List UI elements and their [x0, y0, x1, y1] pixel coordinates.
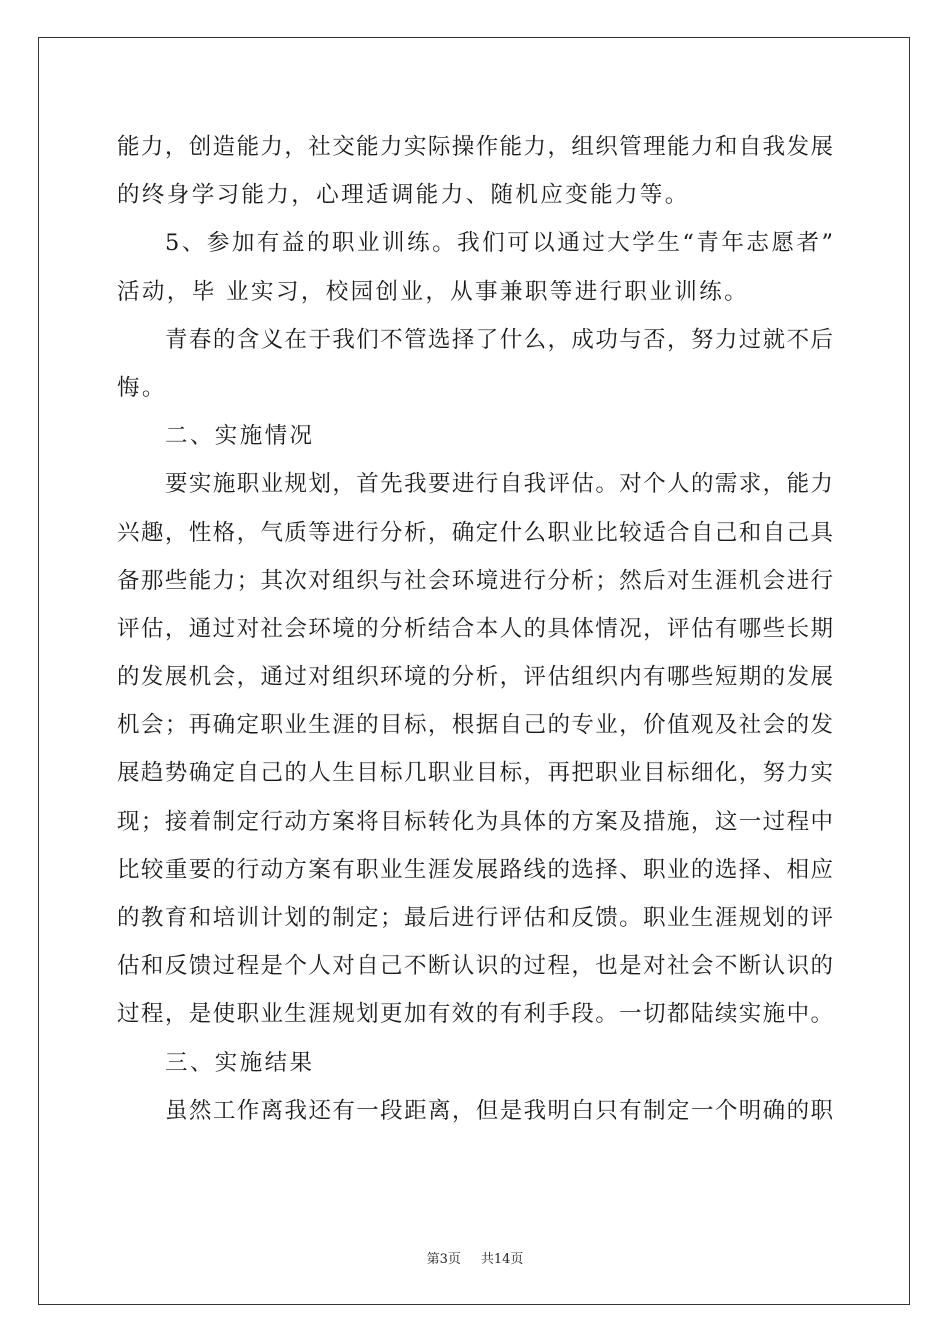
text-line: 青春的含义在于我们不管选择了什么，成功与否，努力过就不后	[165, 326, 833, 353]
text-line: 展趋势确定自己的人生目标几职业目标，再把职业目标细化，努力实	[117, 760, 833, 787]
text-line: 5、参加有益的职业训练。我们可以通过大学生“青年志愿者”	[165, 230, 833, 257]
text-line: 要实施职业规划，首先我要进行自我评估。对个人的需求，能力	[165, 471, 833, 498]
text-line: 过程，是使职业生涯规划更加有效的有利手段。一切都陆续实施中。	[117, 1001, 833, 1028]
section-heading: 二、实施情况	[165, 423, 315, 450]
text-line: 能力，创造能力，社交能力实际操作能力，组织管理能力和自我发展	[117, 134, 833, 160]
page-total: 共14页	[480, 1252, 524, 1267]
text-line: 兴趣，性格，气质等进行分析，确定什么职业比较适合自己和自己具	[117, 519, 833, 546]
text-line: 比较重要的行动方案有职业生涯发展路线的选择、职业的选择、相应	[117, 856, 833, 883]
text-line: 的终身学习能力，心理适调能力、随机应变能力等。	[117, 182, 690, 209]
text-line: 虽然工作离我还有一段距离，但是我明白只有制定一个明确的职	[165, 1097, 833, 1124]
text-line: 备那些能力；其次对组织与社会环境进行分析；然后对生涯机会进行	[117, 567, 833, 594]
text-line: 现；接着制定行动方案将目标转化为具体的方案及措施，这一过程中	[117, 808, 833, 835]
document-body	[117, 123, 833, 1135]
page-footer	[0, 1248, 950, 1267]
text-line: 评估，通过对社会环境的分析结合本人的具体情况，评估有哪些长期	[117, 615, 833, 642]
page-number: 第3页	[426, 1252, 461, 1267]
text-line: 机会；再确定职业生涯的目标，根据自己的专业，价值观及社会的发	[117, 712, 833, 739]
text-line: 的教育和培训计划的制定；最后进行评估和反馈。职业生涯规划的评	[117, 905, 833, 931]
text-line: 估和反馈过程是个人对自己不断认识的过程，也是对社会不断认识的	[117, 953, 833, 980]
text-line: 的发展机会，通过对组织环境的分析，评估组织内有哪些短期的发展	[117, 664, 833, 691]
text-line: 悔。	[117, 374, 167, 401]
text-line: 活动，毕 业实习，校园创业，从事兼职等进行职业训练。	[117, 278, 750, 305]
section-heading: 三、实施结果	[165, 1049, 315, 1076]
